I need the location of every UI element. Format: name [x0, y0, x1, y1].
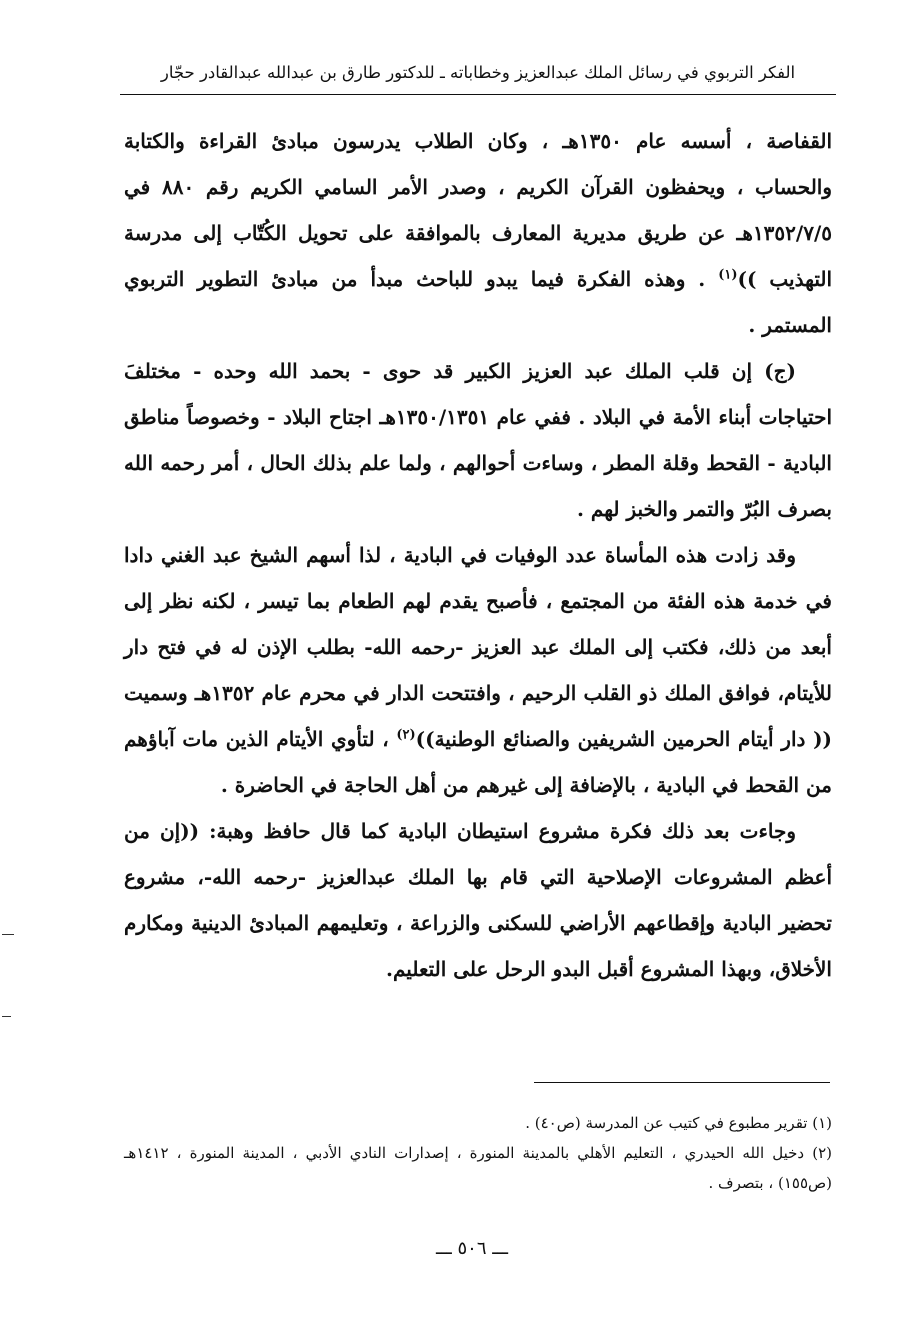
footnote-reference: (٢): [396, 727, 416, 743]
running-header: الفكر التربوي في رسائل الملك عبدالعزيز وخطاباته ـ للدكتور طارق بن عبدالله عبدالقادر حجّار: [160, 63, 796, 82]
footnote-separator: [534, 1082, 830, 1083]
main-text: [124, 118, 832, 992]
page-number: ـــ ٥٠٦ ـــ: [435, 1238, 509, 1259]
scan-edge-mark: [2, 1016, 11, 1017]
paragraph: وجاءت بعد ذلك فكرة مشروع استيطان البادية كما قال حافظ وهبة: ((إن من أعظم المشروعات الإصلاحية التي قام بها الملك عبدالعزيز -رحمه الله-، مشروع تحضير البادية وإقطاعهم الأراضي للسكنى والزراعة ، وتعليمهم المبادئ الدينية ومكارم الأخلاق، وبهذا المشروع أقبل البدو الرحل على التعليم.: [124, 819, 832, 981]
scan-edge-mark: [2, 934, 14, 935]
paragraph-text: . وهذه الفكرة فيما يبدو للباحث مبدأ من مبادئ التطوير التربوي المستمر .: [124, 267, 832, 337]
paragraph: (ج) إن قلب الملك عبد العزيز الكبير قد حوى - بحمد الله وحده - مختلفَ احتياجات أبناء الأمة في البلاد . ففي عام ١٣٥٠/١٣٥١هـ اجتاح البلاد - وخصوصاً مناطق البادية - القحط وقلة المطر ، وساءت أحوالهم ، ولما علم بذلك الحال ، أمر رحمه الله بصرف البُرّ والتمر والخبز لهم .: [124, 359, 833, 521]
header-rule: [120, 94, 836, 95]
paragraph: [124, 532, 832, 808]
paragraph-text: القفاصة ، أسسه عام ١٣٥٠هـ ، وكان الطلاب يدرسون مبادئ القراءة والكتابة والحساب ، ويحفظون القرآن الكريم ، وصدر الأمر السامي الكريم رقم ٨٨٠ في ١٣٥٢/٧/٥هـ عن طريق مديرية المعارف بالموافقة على تحويل الكُتّاب إلى مدرسة التهذيب )): [124, 129, 832, 291]
footnotes: [124, 1108, 832, 1198]
paragraph-text: ، لتأوي الأيتام الذين مات آباؤهم من القحط في البادية ، بالإضافة إلى غيرهم من أهل الحاجة في الحاضرة .: [124, 727, 832, 797]
footnote: (١) تقرير مطبوع في كتيب عن المدرسة (ص٤٠) .: [525, 1114, 832, 1132]
paragraph-text: وقد زادت هذه المأساة عدد الوفيات في البادية ، لذا أسهم الشيخ عبد الغني دادا في خدمة هذه الفئة من المجتمع ، فأصبح يقدم لهم الطعام بما تيسر ، لكنه نظر إلى أبعد من ذلك، فكتب إلى الملك عبد العزيز -رحمه الله- بطلب الإذن له في فتح دار للأيتام، فوافق الملك ذو القلب الرحيم ، وافتتحت الدار في محرم عام ١٣٥٢هـ وسميت (( دار أيتام الحرمين الشريفين والصنائع الوطنية)): [124, 543, 833, 751]
paragraph: [124, 118, 832, 348]
footnote: (٢) دخيل الله الحيدري ، التعليم الأهلي بالمدينة المنورة ، إصدارات النادي الأدبي ، المدينة المنورة ، ١٤١٢هـ (ص١٥٥) ، بتصرف .: [124, 1144, 832, 1192]
footnote-reference: (١): [718, 267, 738, 283]
